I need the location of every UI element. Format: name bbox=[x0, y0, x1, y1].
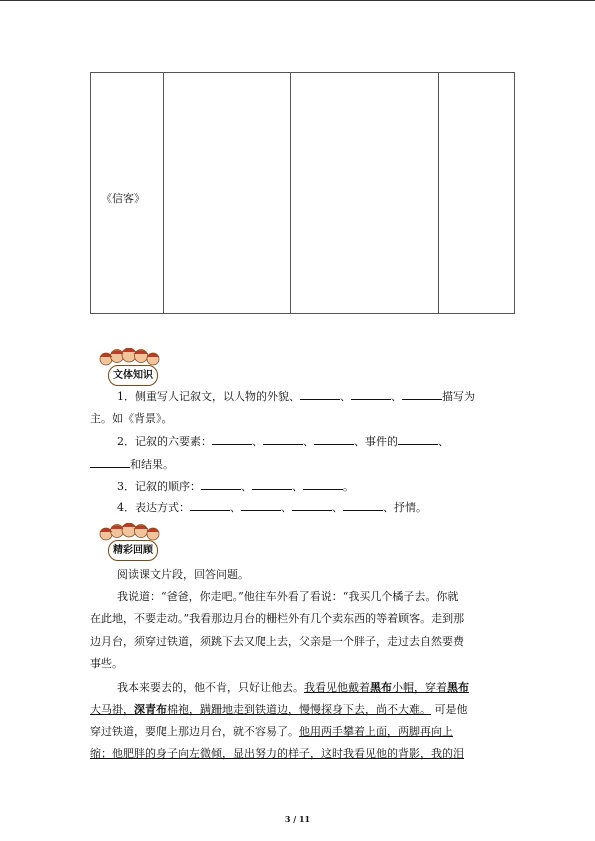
passage-line: 边月台，须穿过铁道，须跳下去又爬上去，父亲是一个胖子，走过去自然要费 bbox=[90, 635, 464, 648]
passage-line: 事些。 bbox=[90, 657, 123, 670]
q4-line: 4．表达方式： 、 、 、 、抒情。 bbox=[117, 501, 427, 514]
passage-line: 我本来要去的，他不肯，只好让他去。我看见他戴着黑布小帽，穿着黑布 bbox=[117, 681, 469, 694]
section-badge-label: 文体知识 bbox=[108, 365, 158, 386]
q2-line-cont: 和结果。 bbox=[90, 456, 174, 472]
table-divider bbox=[163, 73, 164, 313]
section-badge-label: 精彩回顾 bbox=[108, 540, 158, 561]
q1-line-cont: 主。如《背景》。 bbox=[90, 412, 173, 425]
table bbox=[90, 72, 515, 314]
section-badge-jingcai bbox=[96, 523, 166, 563]
table-divider bbox=[438, 73, 439, 313]
children-illustration-icon bbox=[98, 348, 162, 366]
top-rule bbox=[0, 0, 595, 1]
q3-line: 3．记叙的顺序： 、 、 。 bbox=[117, 480, 354, 493]
q1-line: 1．侧重写人记叙文，以人物的外貌、 、 、 描写为 bbox=[117, 390, 475, 403]
passage-line: 在此地，不要走动。”我看那边月台的栅栏外有几个卖东西的等着顾客。走到那 bbox=[90, 612, 465, 625]
children-illustration-icon bbox=[98, 523, 162, 541]
instruction: 阅读课文片段，回答问题。 bbox=[117, 568, 249, 581]
q2-line: 2．记叙的六要素： 、 、 、事件的 、 bbox=[117, 435, 449, 448]
page-number: 3 / 11 bbox=[284, 814, 311, 824]
passage-line: 缩；他肥胖的身子向左微倾，显出努力的样子，这时我看见他的背影，我的泪 bbox=[90, 747, 464, 760]
passage-line: 大马褂，深青布棉袍，蹒跚地走到铁道边，慢慢探身下去，尚不大难。 可是他 bbox=[90, 703, 468, 716]
table-row-title: 《信客》 bbox=[101, 192, 145, 205]
section-badge-wenti bbox=[96, 348, 166, 388]
passage-line: 穿过铁道，要爬上那边月台，就不容易了。他用两手攀着上面，两脚再向上 bbox=[90, 725, 453, 738]
table-divider bbox=[290, 73, 291, 313]
passage-line: 我说道：“爸爸，你走吧。”他往车外看了看说：“我买几个橘子去。你就 bbox=[117, 590, 459, 603]
